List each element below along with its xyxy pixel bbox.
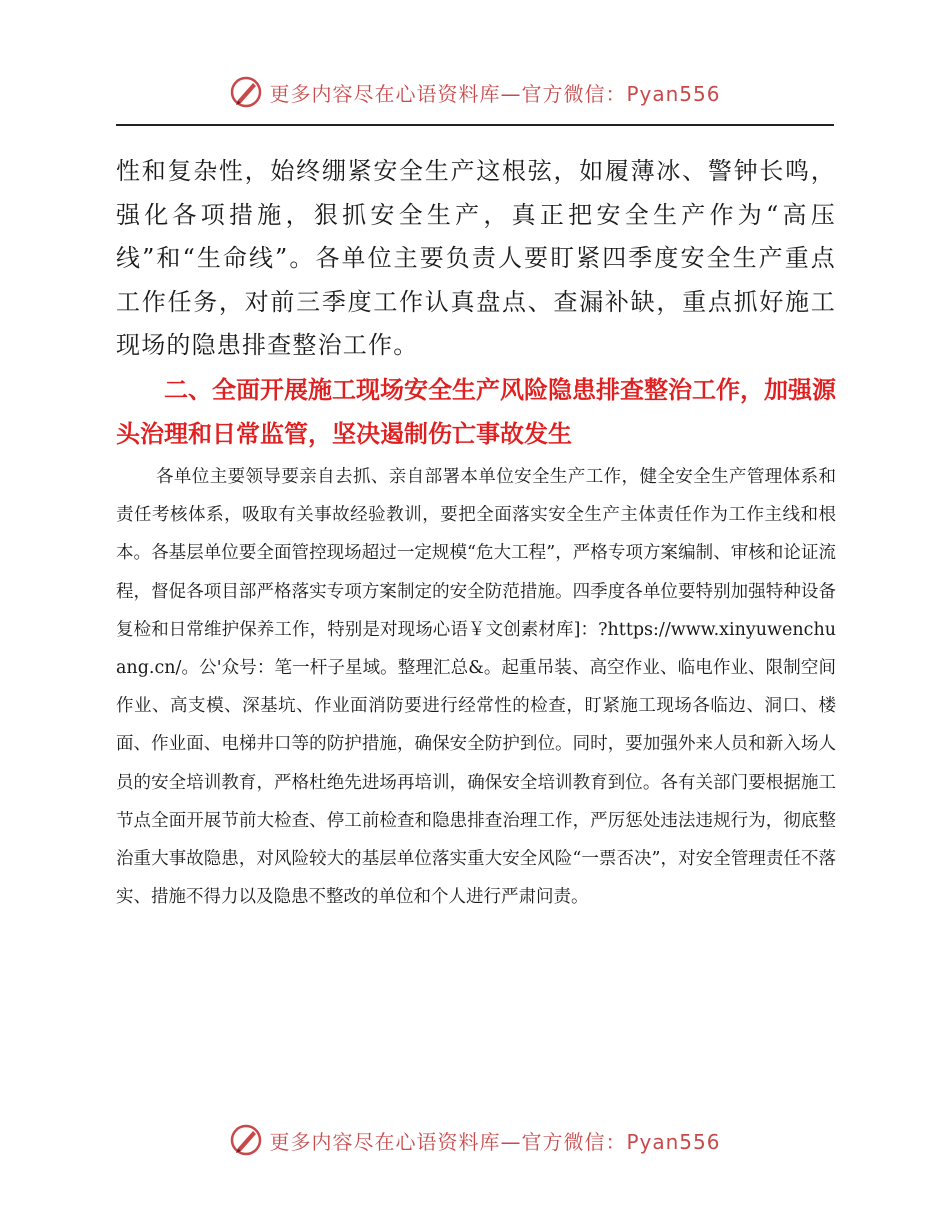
body-paragraph: 各单位主要领导要亲自去抓、亲自部署本单位安全生产工作，健全安全生产管理体系和责任考核体系，吸取有关事故经验教训，要把全面落实安全生产主体责任作为工作主线和根本。各基层单位要全面管控现场超过一定规模“危大工程”，严格专项方案编制、审核和论证流程，督促各项目部严格落实专项方案制定的安全防范措施。四季度各单位要特别加强特种设备复检和日常维护保养工作，特别是对现场心语￥文创素材库]：?https://www.xinyuwenchuang.cn/。公'众号：笔一杆子星域。整理汇总&。起重吊装、高空作业、临电作业、限制空间作业、高支模、深基坑、作业面消防要进行经常性的检查，盯紧施工现场各临边、洞口、楼面、作业面、电梯井口等的防护措施，确保安全防护到位。同时，要加强外来人员和新入场人员的安全培训教育，严格杜绝先进场再培训，确保安全培训教育到位。各有关部门要根据施工节点全面开展节前大检查、停工前检查和隐患排查治理工作，严厉惩处违法违规行为，彻底整治重大事故隐患，对风险较大的基层单位落实重大安全风险“一票否决”，对安全管理责任不落实、措施不得力以及隐患不整改的单位和个人进行严肃问责。 bbox=[116, 467, 836, 908]
pen-logo-icon bbox=[229, 1123, 263, 1157]
page-footer bbox=[0, 1118, 950, 1162]
header-divider bbox=[116, 124, 834, 126]
page-header bbox=[0, 70, 950, 114]
pen-logo-icon bbox=[229, 75, 263, 109]
footer-brand-text: 更多内容尽在心语资料库—官方微信：Pyan556 bbox=[269, 1129, 721, 1154]
section-heading: 二、全面开展施工现场安全生产风险隐患排查整治工作，加强源头治理和日常监管，坚决遏制伤亡事故发生 bbox=[116, 376, 836, 448]
header-brand-text: 更多内容尽在心语资料库—官方微信：Pyan556 bbox=[269, 81, 721, 106]
paragraph-continuation: 性和复杂性，始终绷紧安全生产这根弦，如履薄冰、警钟长鸣，强化各项措施，狠抓安全生产，真正把安全生产作为“高压线”和“生命线”。各单位主要负责人要盯紧四季度安全生产重点工作任务，对前三季度工作认真盘点、查漏补缺，重点抓好施工现场的隐患排查整治工作。 bbox=[116, 157, 836, 359]
